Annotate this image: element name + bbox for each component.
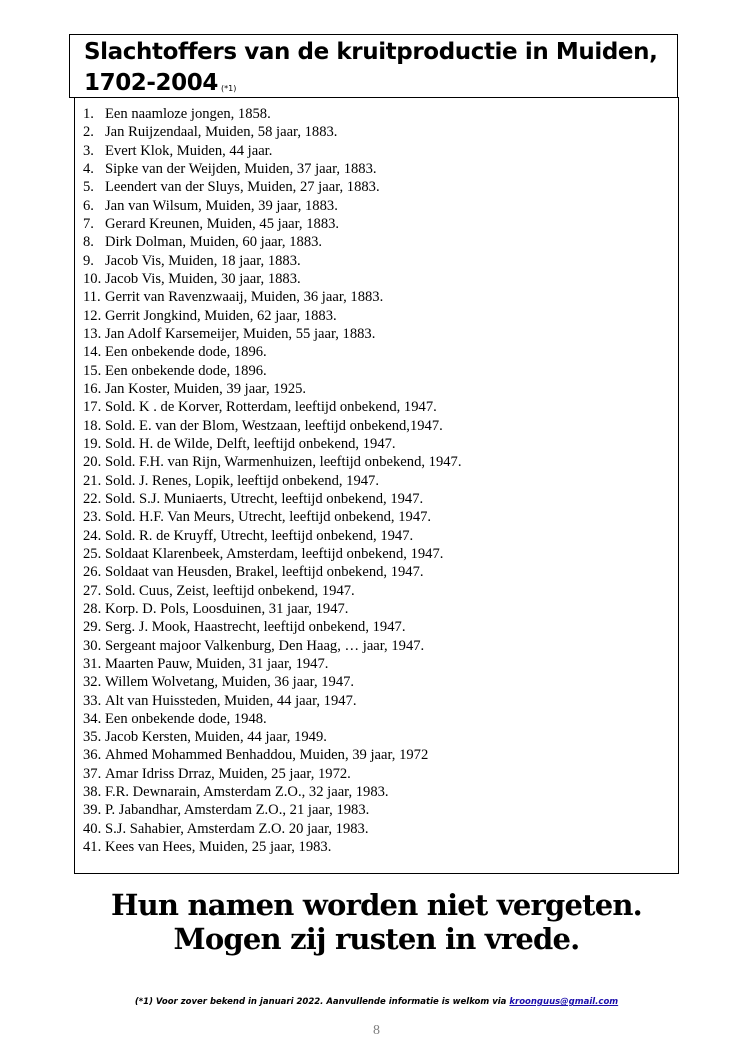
list-item-text: Amar Idriss Drraz, Muiden, 25 jaar, 1972. xyxy=(105,765,351,782)
list-item-number: 18. xyxy=(83,417,102,434)
list-item-text: Evert Klok, Muiden, 44 jaar. xyxy=(105,142,273,159)
list-item xyxy=(83,123,678,141)
list-item-number: 20. xyxy=(83,454,102,471)
list-item-text: Sold. H. de Wilde, Delft, leeftijd onbekend, 1947. xyxy=(105,435,396,452)
list-item-number: 13. xyxy=(83,325,102,342)
list-item-number: 3. xyxy=(83,142,94,159)
list-item-number: 11. xyxy=(83,289,101,306)
list-item xyxy=(83,472,678,490)
list-item-number: 37. xyxy=(83,765,102,782)
list-item-number: 6. xyxy=(83,197,94,214)
list-item xyxy=(83,215,678,233)
list-item xyxy=(83,637,678,655)
list-item-text: Sold. S.J. Muniaerts, Utrecht, leeftijd onbekend, 1947. xyxy=(105,490,424,507)
list-item-number: 32. xyxy=(83,674,102,691)
list-item xyxy=(83,325,678,343)
list-item-number: 31. xyxy=(83,655,102,672)
list-item-number: 25. xyxy=(83,545,102,562)
closing-statement xyxy=(0,888,753,956)
title-box xyxy=(69,34,678,98)
list-item-number: 8. xyxy=(83,234,94,251)
list-item xyxy=(83,160,678,178)
title-years: 1702-2004 xyxy=(84,70,218,96)
list-item-text: Gerrit Jongkind, Muiden, 62 jaar, 1883. xyxy=(105,307,337,324)
closing-line-2: Mogen zij rusten in vrede. xyxy=(173,922,580,956)
list-item-text: Een onbekende dode, 1948. xyxy=(105,710,267,727)
list-item xyxy=(83,435,678,453)
title-footnote-marker: (*1) xyxy=(220,84,237,93)
list-item xyxy=(83,527,678,545)
list-item-text: Een naamloze jongen, 1858. xyxy=(105,106,271,122)
list-item-number: 7. xyxy=(83,215,94,232)
list-item-text: Sergeant majoor Valkenburg, Den Haag, … jaar, 1947. xyxy=(105,637,425,654)
list-item-text: Sold. F.H. van Rijn, Warmenhuizen, leeftijd onbekend, 1947. xyxy=(105,454,462,471)
list-item xyxy=(83,288,678,306)
list-item xyxy=(83,545,678,563)
list-item-text: Jan Adolf Karsemeijer, Muiden, 55 jaar, 1883. xyxy=(105,325,376,342)
list-item-number: 28. xyxy=(83,600,102,617)
list-item xyxy=(83,746,678,764)
list-item-number: 1. xyxy=(83,106,94,122)
list-item-number: 10. xyxy=(83,270,102,287)
list-item-number: 35. xyxy=(83,729,102,746)
list-item-number: 22. xyxy=(83,490,102,507)
page-title-line-1: Slachtoffers van de kruitproductie in Muiden, xyxy=(84,39,658,65)
list-item-text: Sold. H.F. Van Meurs, Utrecht, leeftijd onbekend, 1947. xyxy=(105,509,432,526)
list-item xyxy=(83,710,678,728)
list-item-number: 38. xyxy=(83,784,102,801)
list-item-text: Een onbekende dode, 1896. xyxy=(105,344,267,361)
footnote-email-link[interactable]: kroonguus@gmail.com xyxy=(509,997,619,1007)
list-item xyxy=(83,673,678,691)
list-item xyxy=(83,820,678,838)
list-item xyxy=(83,783,678,801)
list-item-text: Jan Koster, Muiden, 39 jaar, 1925. xyxy=(105,380,307,397)
list-item xyxy=(83,508,678,526)
list-item xyxy=(83,270,678,288)
list-item-number: 5. xyxy=(83,179,94,196)
list-item-number: 24. xyxy=(83,527,102,544)
list-item-text: Serg. J. Mook, Haastrecht, leeftijd onbekend, 1947. xyxy=(105,619,406,636)
list-item-text: Ahmed Mohammed Benhaddou, Muiden, 39 jaar, 1972 xyxy=(105,747,429,764)
list-item-text: Soldaat Klarenbeek, Amsterdam, leeftijd onbekend, 1947. xyxy=(105,545,444,562)
list-item-number: 17. xyxy=(83,399,102,416)
list-item-text: Jacob Kersten, Muiden, 44 jaar, 1949. xyxy=(105,729,327,746)
list-item-number: 14. xyxy=(83,344,102,361)
list-item-number: 23. xyxy=(83,509,102,526)
list-item xyxy=(83,178,678,196)
list-item-number: 19. xyxy=(83,435,102,452)
list-item-text: Gerard Kreunen, Muiden, 45 jaar, 1883. xyxy=(105,215,340,232)
list-item xyxy=(83,453,678,471)
list-item-text: Sipke van der Weijden, Muiden, 37 jaar, 1883. xyxy=(105,160,377,177)
footnote xyxy=(0,997,753,1007)
list-item-text: F.R. Dewnarain, Amsterdam Z.O., 32 jaar, 1983. xyxy=(105,784,389,801)
closing-line-1: Hun namen worden niet vergeten. xyxy=(111,888,642,922)
list-item-text: Dirk Dolman, Muiden, 60 jaar, 1883. xyxy=(105,234,323,251)
list-item xyxy=(83,838,678,856)
list-item xyxy=(83,398,678,416)
list-item-text: Sold. K . de Korver, Rotterdam, leeftijd onbekend, 1947. xyxy=(105,399,437,416)
list-item-text: Sold. Cuus, Zeist, leeftijd onbekend, 1947. xyxy=(105,582,355,599)
victims-list xyxy=(83,105,678,856)
victims-list-box xyxy=(74,97,679,874)
list-item-text: Leendert van der Sluys, Muiden, 27 jaar, 1883. xyxy=(105,179,380,196)
list-item xyxy=(83,582,678,600)
list-item xyxy=(83,417,678,435)
list-item xyxy=(83,142,678,160)
list-item-number: 27. xyxy=(83,582,102,599)
list-item-text: Een onbekende dode, 1896. xyxy=(105,362,267,379)
list-item-text: Willem Wolvetang, Muiden, 36 jaar, 1947. xyxy=(105,674,355,691)
list-item-text: Jan van Wilsum, Muiden, 39 jaar, 1883. xyxy=(105,197,338,214)
list-item xyxy=(83,252,678,270)
list-item-text: Gerrit van Ravenzwaaij, Muiden, 36 jaar, 1883. xyxy=(105,289,384,306)
list-item-number: 12. xyxy=(83,307,102,324)
list-item-text: Maarten Pauw, Muiden, 31 jaar, 1947. xyxy=(105,655,329,672)
list-item-text: Korp. D. Pols, Loosduinen, 31 jaar, 1947. xyxy=(105,600,349,617)
list-item-number: 36. xyxy=(83,747,102,764)
list-item xyxy=(83,490,678,508)
list-item-number: 34. xyxy=(83,710,102,727)
list-item xyxy=(83,618,678,636)
list-item-text: P. Jabandhar, Amsterdam Z.O., 21 jaar, 1983. xyxy=(105,802,370,819)
list-item xyxy=(83,765,678,783)
list-item-text: Jan Ruijzendaal, Muiden, 58 jaar, 1883. xyxy=(105,124,338,141)
list-item-number: 9. xyxy=(83,252,94,269)
list-item-number: 16. xyxy=(83,380,102,397)
list-item-number: 15. xyxy=(83,362,102,379)
list-item-text: S.J. Sahabier, Amsterdam Z.O. 20 jaar, 1983. xyxy=(105,820,369,837)
list-item-number: 33. xyxy=(83,692,102,709)
list-item-number: 4. xyxy=(83,160,94,177)
list-item-number: 40. xyxy=(83,820,102,837)
list-item-number: 41. xyxy=(83,839,102,856)
page-number: 8 xyxy=(373,1023,380,1038)
list-item xyxy=(83,380,678,398)
list-item xyxy=(83,655,678,673)
list-item-text: Alt van Huissteden, Muiden, 44 jaar, 1947. xyxy=(105,692,357,709)
list-item-number: 39. xyxy=(83,802,102,819)
list-item-number: 2. xyxy=(83,124,94,141)
list-item-text: Jacob Vis, Muiden, 30 jaar, 1883. xyxy=(105,270,301,287)
list-item xyxy=(83,343,678,361)
list-item-number: 30. xyxy=(83,637,102,654)
list-item xyxy=(83,600,678,618)
list-item-text: Sold. J. Renes, Lopik, leeftijd onbekend, 1947. xyxy=(105,472,380,489)
list-item-text: Soldaat van Heusden, Brakel, leeftijd onbekend, 1947. xyxy=(105,564,424,581)
list-item xyxy=(83,233,678,251)
list-item-text: Sold. E. van der Blom, Westzaan, leeftijd onbekend,1947. xyxy=(105,417,443,434)
list-item xyxy=(83,801,678,819)
list-item xyxy=(83,105,678,123)
list-item-number: 21. xyxy=(83,472,102,489)
list-item-number: 29. xyxy=(83,619,102,636)
list-item xyxy=(83,362,678,380)
list-item xyxy=(83,728,678,746)
list-item-text: Sold. R. de Kruyff, Utrecht, leeftijd onbekend, 1947. xyxy=(105,527,414,544)
list-item xyxy=(83,563,678,581)
list-item-text: Jacob Vis, Muiden, 18 jaar, 1883. xyxy=(105,252,301,269)
list-item xyxy=(83,692,678,710)
list-item-text: Kees van Hees, Muiden, 25 jaar, 1983. xyxy=(105,839,332,856)
list-item xyxy=(83,197,678,215)
list-item xyxy=(83,307,678,325)
footnote-text: (*1) Voor zover bekend in januari 2022. Aanvullende informatie is welkom via xyxy=(134,997,510,1007)
list-item-number: 26. xyxy=(83,564,102,581)
